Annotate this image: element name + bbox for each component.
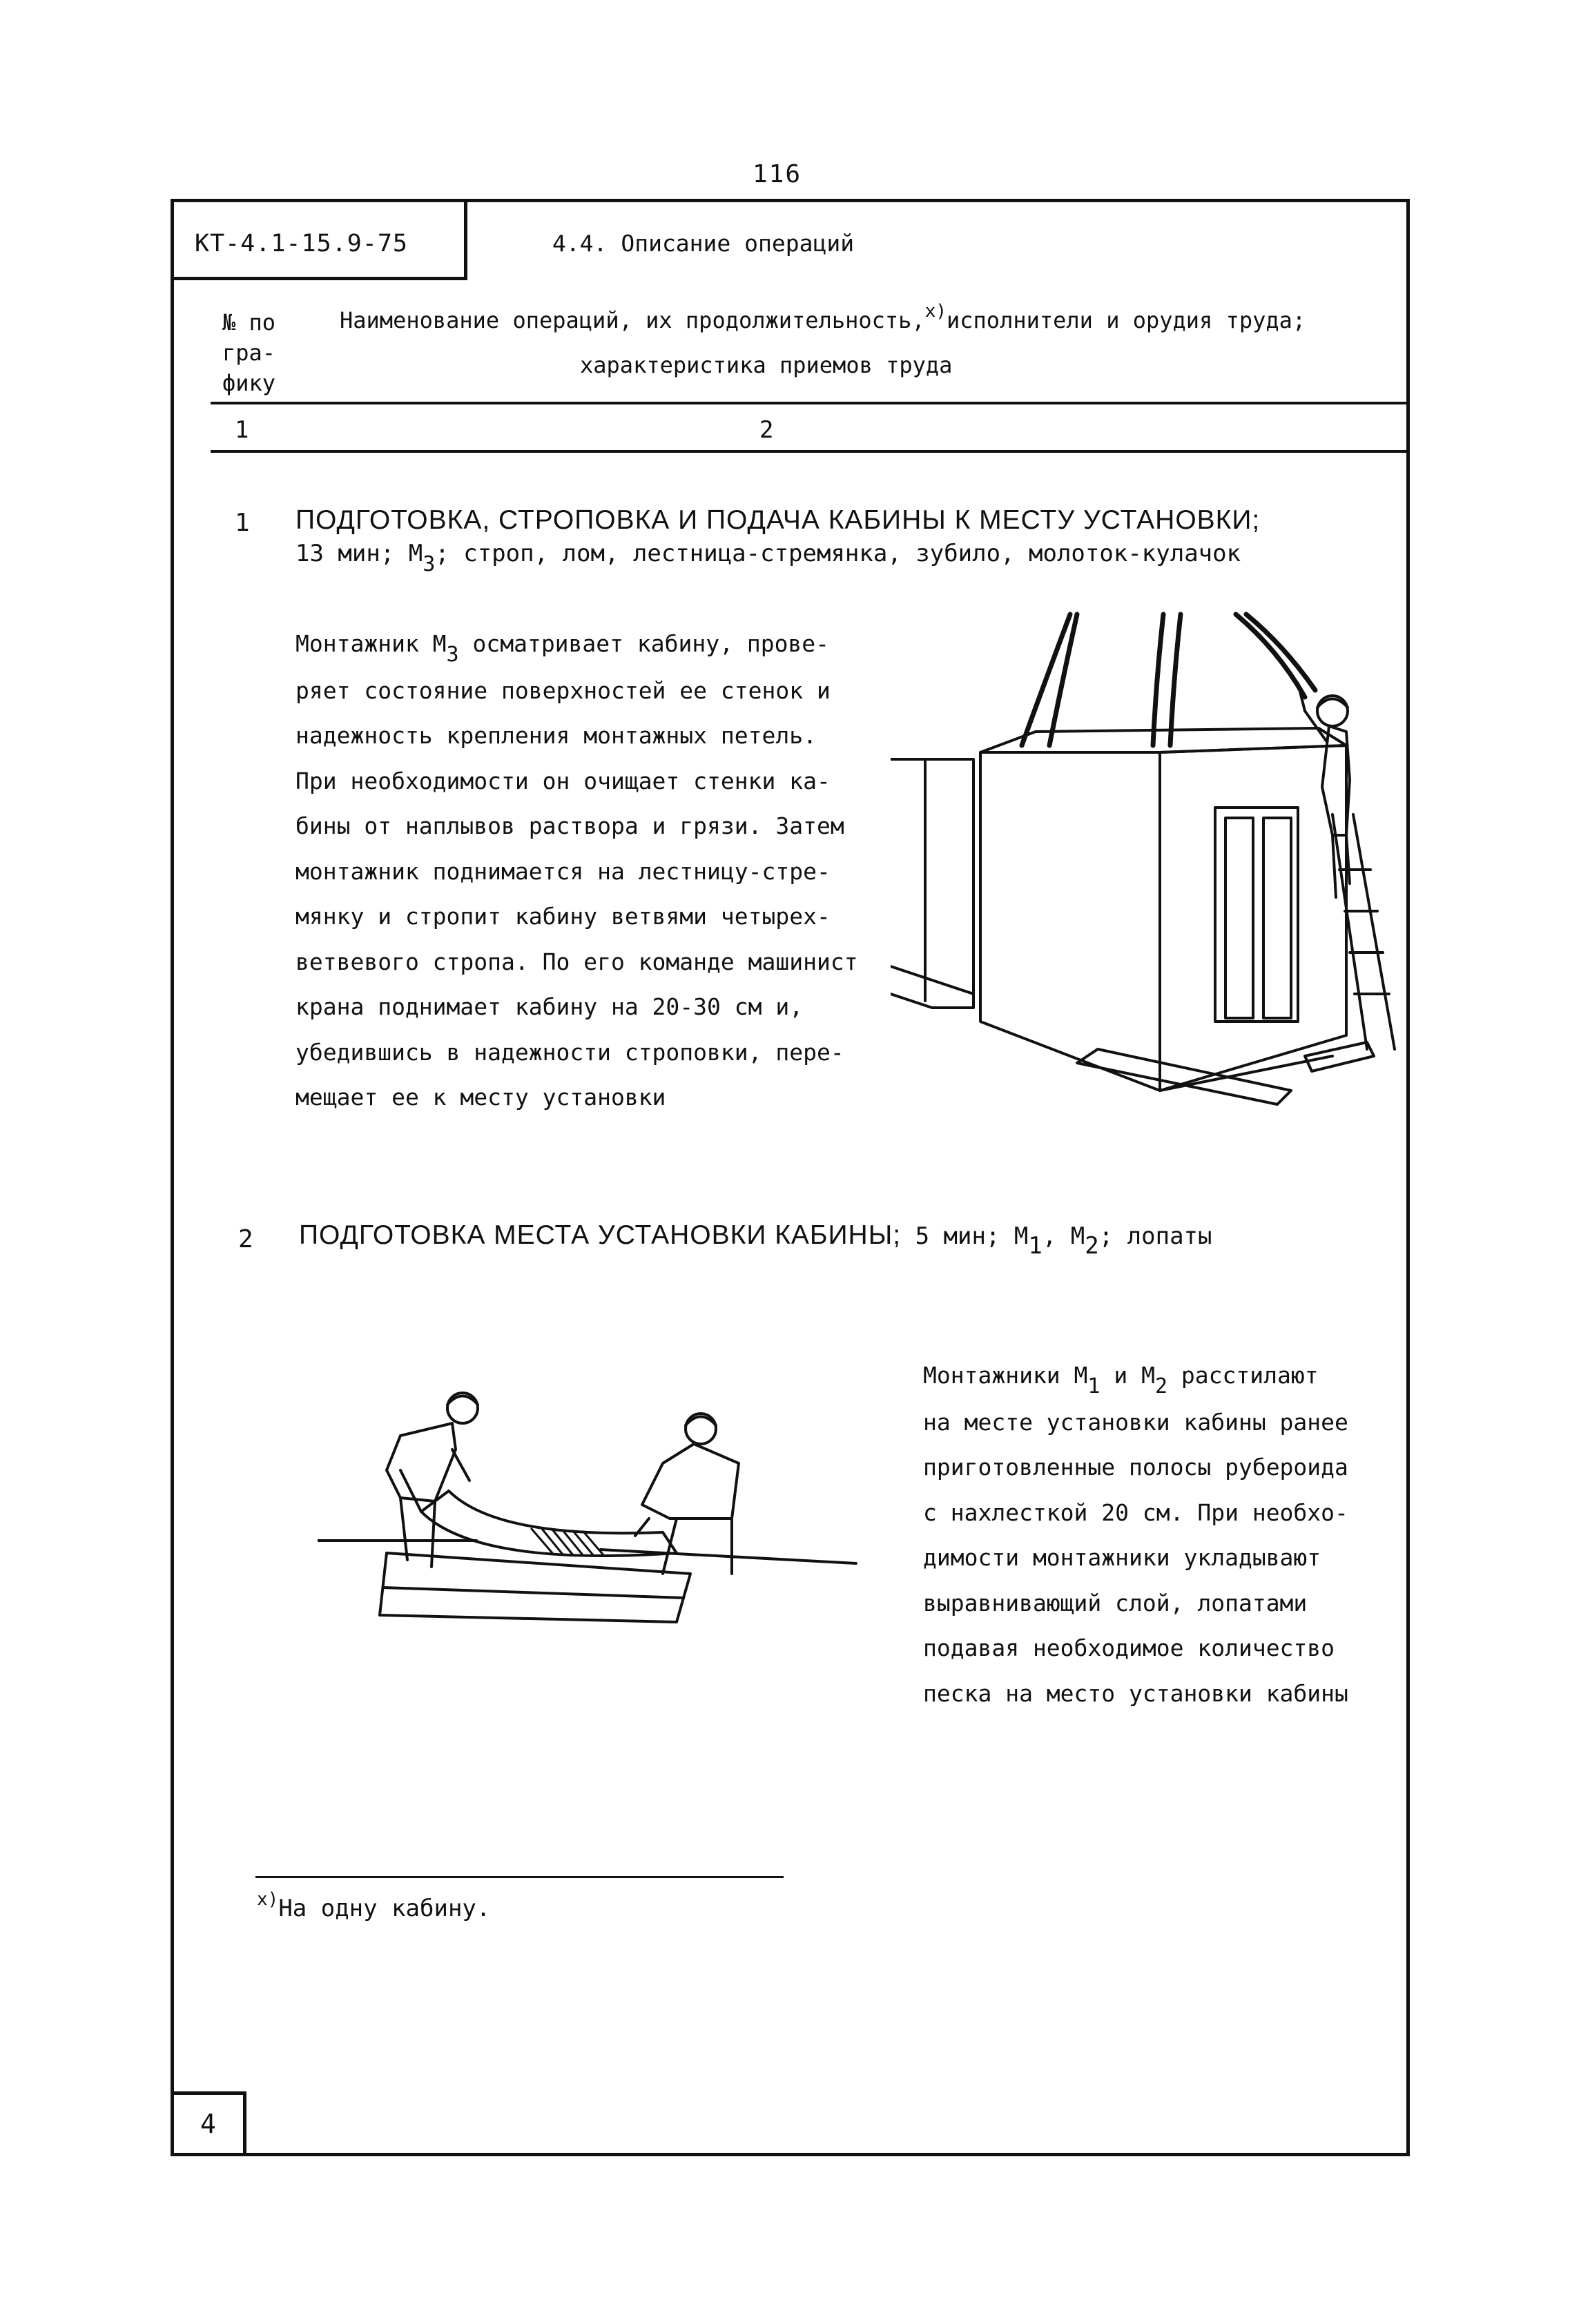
operation-1-subtitle-b: ; строп, лом, лестница-стремянка, зубило, молоток-кулачок	[435, 540, 1241, 567]
description-sub-2: 2	[1154, 1374, 1168, 1398]
description-line: приготовленные полосы рубероида	[923, 1454, 1348, 1481]
document-code: КТ-4.1-15.9-75	[195, 230, 409, 257]
footnote-mark: x)	[257, 1889, 279, 1910]
description-text-mid: и М	[1100, 1362, 1155, 1389]
operation-1-title: ПОДГОТОВКА, СТРОПОВКА И ПОДАЧА КАБИНЫ К МЕСТУ УСТАНОВКИ;	[295, 505, 1261, 535]
operation-2-sub-2: 2	[1085, 1232, 1099, 1260]
description-line: мещает ее к месту установки	[295, 1084, 666, 1111]
description-line	[923, 1353, 1393, 1400]
description-line: бины от наплывов раствора и грязи. Затем	[295, 812, 844, 839]
footnote	[257, 1889, 491, 1922]
operation-2-number: 2	[238, 1225, 253, 1253]
description-line	[295, 621, 889, 668]
operation-1-number: 1	[235, 509, 250, 537]
column-2-header-text-a: Наименование операций, их продолжительность,	[340, 307, 925, 333]
operation-1-description	[295, 621, 889, 1120]
column-2-header-text-b: исполнители и орудия труда;	[947, 307, 1306, 333]
description-text-a: Монтажники М	[923, 1362, 1088, 1389]
description-text-a: Монтажник М	[295, 630, 447, 657]
column-number-1: 1	[235, 416, 249, 444]
operation-1-subtitle-sub: 3	[423, 552, 436, 576]
cabin-slinging-illustration	[891, 607, 1415, 1125]
sheet-number: 4	[200, 2109, 216, 2139]
description-line: с нахлесткой 20 см. При необхо-	[923, 1498, 1348, 1526]
column-1-header-line: № по	[222, 309, 276, 335]
description-line: на месте установки кабины ранее	[923, 1408, 1348, 1436]
operation-2-description	[923, 1353, 1393, 1716]
description-line: надежность крепления монтажных петель.	[295, 722, 817, 749]
description-line: выравнивающий слой, лопатами	[923, 1589, 1308, 1617]
description-text-b: осматривает кабину, прове-	[458, 630, 830, 657]
description-line: мянку и стропит кабину ветвями четырех-	[295, 903, 831, 930]
footnote-divider	[255, 1876, 784, 1878]
operation-2-subtitle-b: ; лопаты	[1098, 1222, 1212, 1250]
description-line: При необходимости он очищает стенки ка-	[295, 767, 831, 794]
description-line: монтажник поднимается на лестницу-стре-	[295, 857, 831, 885]
operation-2-heading	[299, 1220, 1212, 1260]
description-line: убедившись в надежности строповки, пере-	[295, 1038, 844, 1066]
description-line: ветвевого стропа. По его команде машинист	[295, 948, 858, 975]
description-line: песка на место установки кабины	[923, 1679, 1348, 1707]
description-line: подавая необходимое количество	[923, 1634, 1335, 1661]
operation-1-subtitle	[295, 540, 1241, 576]
description-line: крана поднимает кабину на 20-30 см и,	[295, 993, 804, 1020]
footnote-mark: x)	[924, 301, 947, 322]
section-title: 4.4. Описание операций	[552, 230, 855, 257]
column-1-header	[222, 307, 275, 398]
description-line: димости монтажники укладывают	[923, 1544, 1321, 1571]
column-2-header-line-2: характеристика приемов труда	[580, 352, 953, 378]
operation-2-sub-1: 1	[1028, 1232, 1043, 1260]
column-2-header-line-1	[340, 301, 1306, 333]
roofing-felt-illustration	[318, 1380, 863, 1657]
operation-2-subtitle-a: 5 мин; М	[901, 1222, 1029, 1250]
operation-1-subtitle-a: 13 мин; М	[295, 540, 423, 567]
column-1-header-line: гра-	[222, 340, 276, 366]
operation-2-title: ПОДГОТОВКА МЕСТА УСТАНОВКИ КАБИНЫ;	[299, 1220, 902, 1250]
description-sub: 3	[446, 643, 459, 667]
description-line: ряет состояние поверхностей ее стенок и	[295, 676, 831, 704]
footnote-text: На одну кабину.	[278, 1895, 491, 1922]
header-divider	[211, 402, 1410, 404]
description-sub-1: 1	[1087, 1374, 1101, 1398]
page-number: 116	[753, 160, 802, 188]
description-text-b: расстилают	[1167, 1362, 1319, 1389]
operation-2-subtitle-mid: , М	[1042, 1222, 1085, 1250]
column-number-2: 2	[759, 416, 774, 444]
column-numbers-divider	[211, 450, 1410, 453]
page-frame	[171, 199, 1410, 2156]
column-1-header-line: фику	[222, 370, 276, 396]
